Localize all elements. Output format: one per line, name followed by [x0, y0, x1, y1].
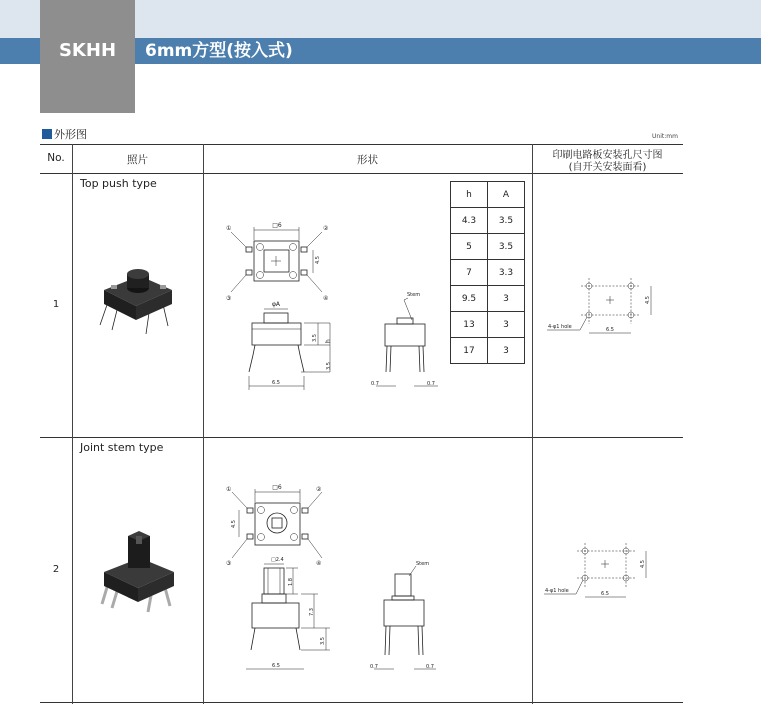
page-title: 6mm方型(按入式)	[145, 41, 293, 61]
pin-2-marker: ②	[316, 486, 322, 493]
row-2-top-view	[232, 489, 322, 558]
table-header-cell: A	[488, 182, 525, 208]
dim-square-6: □6	[272, 222, 282, 229]
pin-3-marker: ③	[226, 295, 232, 302]
unit-label: Unit:mm	[652, 133, 678, 140]
table-cell: 4.3	[451, 208, 488, 234]
table-cell: 13	[451, 312, 488, 338]
dim-3-5-leg: 3.5	[326, 362, 332, 370]
series-name: SKHH	[58, 40, 117, 61]
header-pcb-subtitle: (自开关安装面看)	[568, 162, 647, 173]
stem-label: Stem	[416, 561, 430, 567]
dim-square-6: □6	[272, 484, 282, 491]
table-header-cell: h	[451, 182, 488, 208]
pin-3-marker: ③	[226, 560, 232, 567]
row-1-switch-photo	[100, 269, 172, 334]
table-cell: 9.5	[451, 286, 488, 312]
header-pcb-title: 印刷电路板安装孔尺寸图	[552, 150, 663, 161]
dim-square-2-4: □2.4	[271, 557, 284, 563]
table-cell: 5	[451, 234, 488, 260]
section-title: 外形图	[54, 128, 87, 141]
dim-6-5: 6.5	[272, 663, 280, 669]
pin-2-marker: ②	[323, 225, 329, 232]
row-1-type-label: Top push type	[80, 177, 157, 190]
dim-0-7-left: 0.7	[370, 664, 378, 670]
dim-0-7-right: 0.7	[427, 381, 435, 387]
pcb-dim-4-5: 4.5	[640, 560, 646, 568]
row-2-switch-photo	[102, 531, 174, 612]
header-photo: 照片	[127, 154, 148, 166]
header-shape: 形状	[357, 154, 378, 166]
pcb-hole-label: 4-φ1 hole	[548, 324, 572, 330]
row-1-front-view	[249, 309, 330, 390]
table-cell: 3	[488, 338, 525, 364]
dim-7-3: 7.3	[309, 608, 315, 616]
table-cell: 3	[488, 312, 525, 338]
row-2-side-view	[374, 566, 436, 669]
row-1-side-view	[376, 298, 438, 386]
table-cell: 3.3	[488, 260, 525, 286]
dim-6-5: 6.5	[272, 380, 280, 386]
row-1-number: 1	[52, 299, 60, 310]
pin-1-marker: ①	[226, 225, 232, 232]
row-2-type-label: Joint stem type	[80, 441, 164, 454]
table-cell: 17	[451, 338, 488, 364]
table-cell: 3.5	[488, 208, 525, 234]
stem-label: Stem	[407, 292, 421, 298]
pcb-hole-label: 4-φ1 hole	[545, 588, 569, 594]
row-1-top-view	[231, 227, 322, 292]
dim-4-5: 4.5	[315, 256, 321, 264]
table-cell: 3.5	[488, 234, 525, 260]
header-no: No.	[47, 152, 65, 164]
pcb-dim-6-5: 6.5	[601, 591, 609, 597]
pin-4-marker: ④	[323, 295, 329, 302]
table-cell: 3	[488, 286, 525, 312]
dim-0-7-left: 0.7	[371, 381, 379, 387]
dim-phi-a: φA	[271, 301, 281, 308]
dim-4-5: 4.5	[231, 520, 237, 528]
pcb-dim-4-5: 4.5	[645, 296, 651, 304]
pin-4-marker: ④	[316, 560, 322, 567]
pin-1-marker: ①	[226, 486, 232, 493]
dim-0-7-right: 0.7	[426, 664, 434, 670]
pcb-dim-6-5: 6.5	[606, 327, 614, 333]
dim-3-5: 3.5	[320, 637, 326, 645]
dim-1-8: 1.8	[288, 578, 294, 586]
dim-3-5-body: 3.5	[312, 334, 318, 342]
dim-h: h	[325, 339, 332, 343]
table-cell: 7	[451, 260, 488, 286]
row-2-number: 2	[52, 564, 60, 575]
